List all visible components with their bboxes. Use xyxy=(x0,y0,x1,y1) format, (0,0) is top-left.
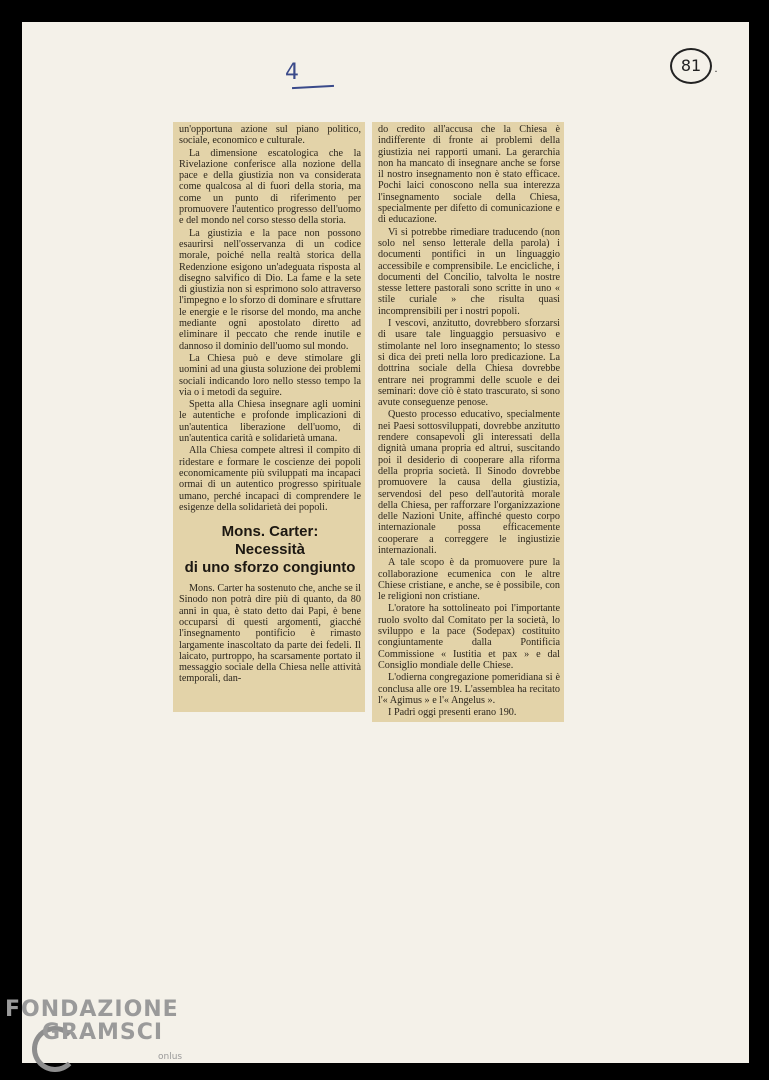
article-paragraph: Alla Chiesa compete altresì il compito di ridestare e formare le coscienze dei popoli economicamente più sviluppati ma incapaci ormai di un autentico progresso spirituale umano, perché incapaci di comprendere le esigenze della solidarietà dei popoli. xyxy=(179,445,361,513)
article-paragraph: Vi si potrebbe rimediare traducendo (non solo nel senso letterale della parola) i documenti pontifici in un linguaggio accessibile e comprensibile. Le encicliche, i documenti del Concilio, talvolta le nostre stesse lettere pastorali sono scritte in uno « stile curiale » che risulta quasi incomprensibili per i nostri popoli. xyxy=(378,226,560,317)
clipping-column-left xyxy=(173,122,365,712)
fondazione-logo-line1: FONDAZIONE xyxy=(5,997,179,1022)
article-paragraph: I vescovi, anzitutto, dovrebbero sforzarsi di usare tale linguaggio persuasivo e stimolante nel loro insegnamento; lo stesso si dica dei preti nella loro predicazione. La dottrina sociale della Chiesa dovrebbe entrare nei programmi delle scuole e dei seminari: dove ciò è stato trascurato, si sono avute conseguenze penose. xyxy=(378,318,560,409)
article-paragraph: Mons. Carter ha sostenuto che, anche se il Sinodo non potrà dire più di quanto, da 80 anni in qua, è stato detto dai Papi, è bene occuparsi di questi argomenti, giacché l'insegnamento pontificio è rimasto largamente inascoltato da parte dei fedeli. Il laicato, purtroppo, ha scarsamente portato il messaggio sociale della Chiesa nelle attività temporali, dan- xyxy=(179,583,361,685)
section-headline xyxy=(179,523,361,577)
handwritten-page-number: 4 xyxy=(285,60,299,85)
stamp-mark: · xyxy=(714,64,718,78)
article-paragraph: un'opportuna azione sul piano politico, sociale, economico e culturale. xyxy=(179,124,361,147)
article-paragraph: A tale scopo è da promuovere pure la collaborazione ecumenica con le altre Chiese cristiane, e anche, se è possibile, con le religioni non cristiane. xyxy=(378,557,560,603)
article-paragraph: La giustizia e la pace non possono esaurirsi nell'osservanza di un codice morale, poiché nella realtà storica della Redenzione esigono un'adeguata risposta al disegno salvifico di Dio. La fame e la sete di giustizia non si esprimono solo attraverso l'impegno e lo sforzo di dominare e sfruttare le energie e le risorse del mondo, ma anche mediante ogni apostolato diretto ad eliminare il peccato che rende inutile e dannoso il dominio dell'uomo sul mondo. xyxy=(179,227,361,352)
headline-line-1: Mons. Carter: xyxy=(221,523,319,541)
fondazione-logo-line2: GRAMSCI xyxy=(42,1020,164,1045)
article-paragraph: do credito all'accusa che la Chiesa è indifferente di fronte ai problemi della giustizia nei rapporti umani. La gerarchia non ha mancato di insegnare anche se forse il nostro insegnamento non è stato efficace. Pochi laici conoscono nella sua interezza l'insegnamento sociale della Chiesa, specialmente per difetto di comunicazione e di educazione. xyxy=(378,124,560,226)
article-paragraph: La Chiesa può e deve stimolare gli uomini ad una giusta soluzione dei problemi sociali indicando loro nello stesso tempo la via o i metodi da seguire. xyxy=(179,352,361,398)
article-paragraph: L'odierna congregazione pomeridiana si è conclusa alle ore 19. L'assemblea ha recitato l'« Agimus » e l'« Angelus ». xyxy=(378,672,560,706)
article-paragraph: La dimensione escatologica che la Rivelazione conferisce alla nozione della pace e della giustizia non va considerata come qualcosa al di fuori della storia, ma come un punto di riferimento per promuovere l'autentico progresso dell'uomo e del mondo nel corso stesso della storia. xyxy=(179,147,361,227)
archive-stamp-number: 81 xyxy=(670,48,712,84)
clipping-column-right xyxy=(372,122,564,722)
article-paragraph: L'oratore ha sottolineato poi l'importante ruolo svolto dal Comitato per la società, lo sviluppo e la pace (Sodepax) costituito congiuntamente dalla Pontificia Commissione « Iustitia et pax » e dal Consiglio mondiale delle Chiese. xyxy=(378,603,560,671)
article-paragraph: Questo processo educativo, specialmente nei Paesi sottosviluppati, dovrebbe anzitutto rendere consapevoli gli interessati della dignità umana propria ed altrui, suscitando poi il desiderio di cooperare alla riforma della propria società. Il Sinodo dovrebbe promuovere la causa della giustizia, servendosi del peso dell'autorità morale della Chiesa, per rafforzare l'organizzazione delle Nazioni Unite, affinché questo corpo internazionale possa efficacemente cooperare a correggere le ingiustizie internazionali. xyxy=(378,409,560,556)
article-paragraph: Spetta alla Chiesa insegnare agli uomini le autentiche e profonde implicazioni di un'autentica liberazione dell'uomo, di un'autentica carità e solidarietà umana. xyxy=(179,399,361,445)
article-closing-line: I Padri oggi presenti erano 190. xyxy=(388,707,517,719)
headline-line-2: Necessità xyxy=(234,541,306,559)
headline-line-3: di uno sforzo congiunto xyxy=(184,559,356,577)
fondazione-logo-suffix: onlus xyxy=(158,1052,183,1062)
